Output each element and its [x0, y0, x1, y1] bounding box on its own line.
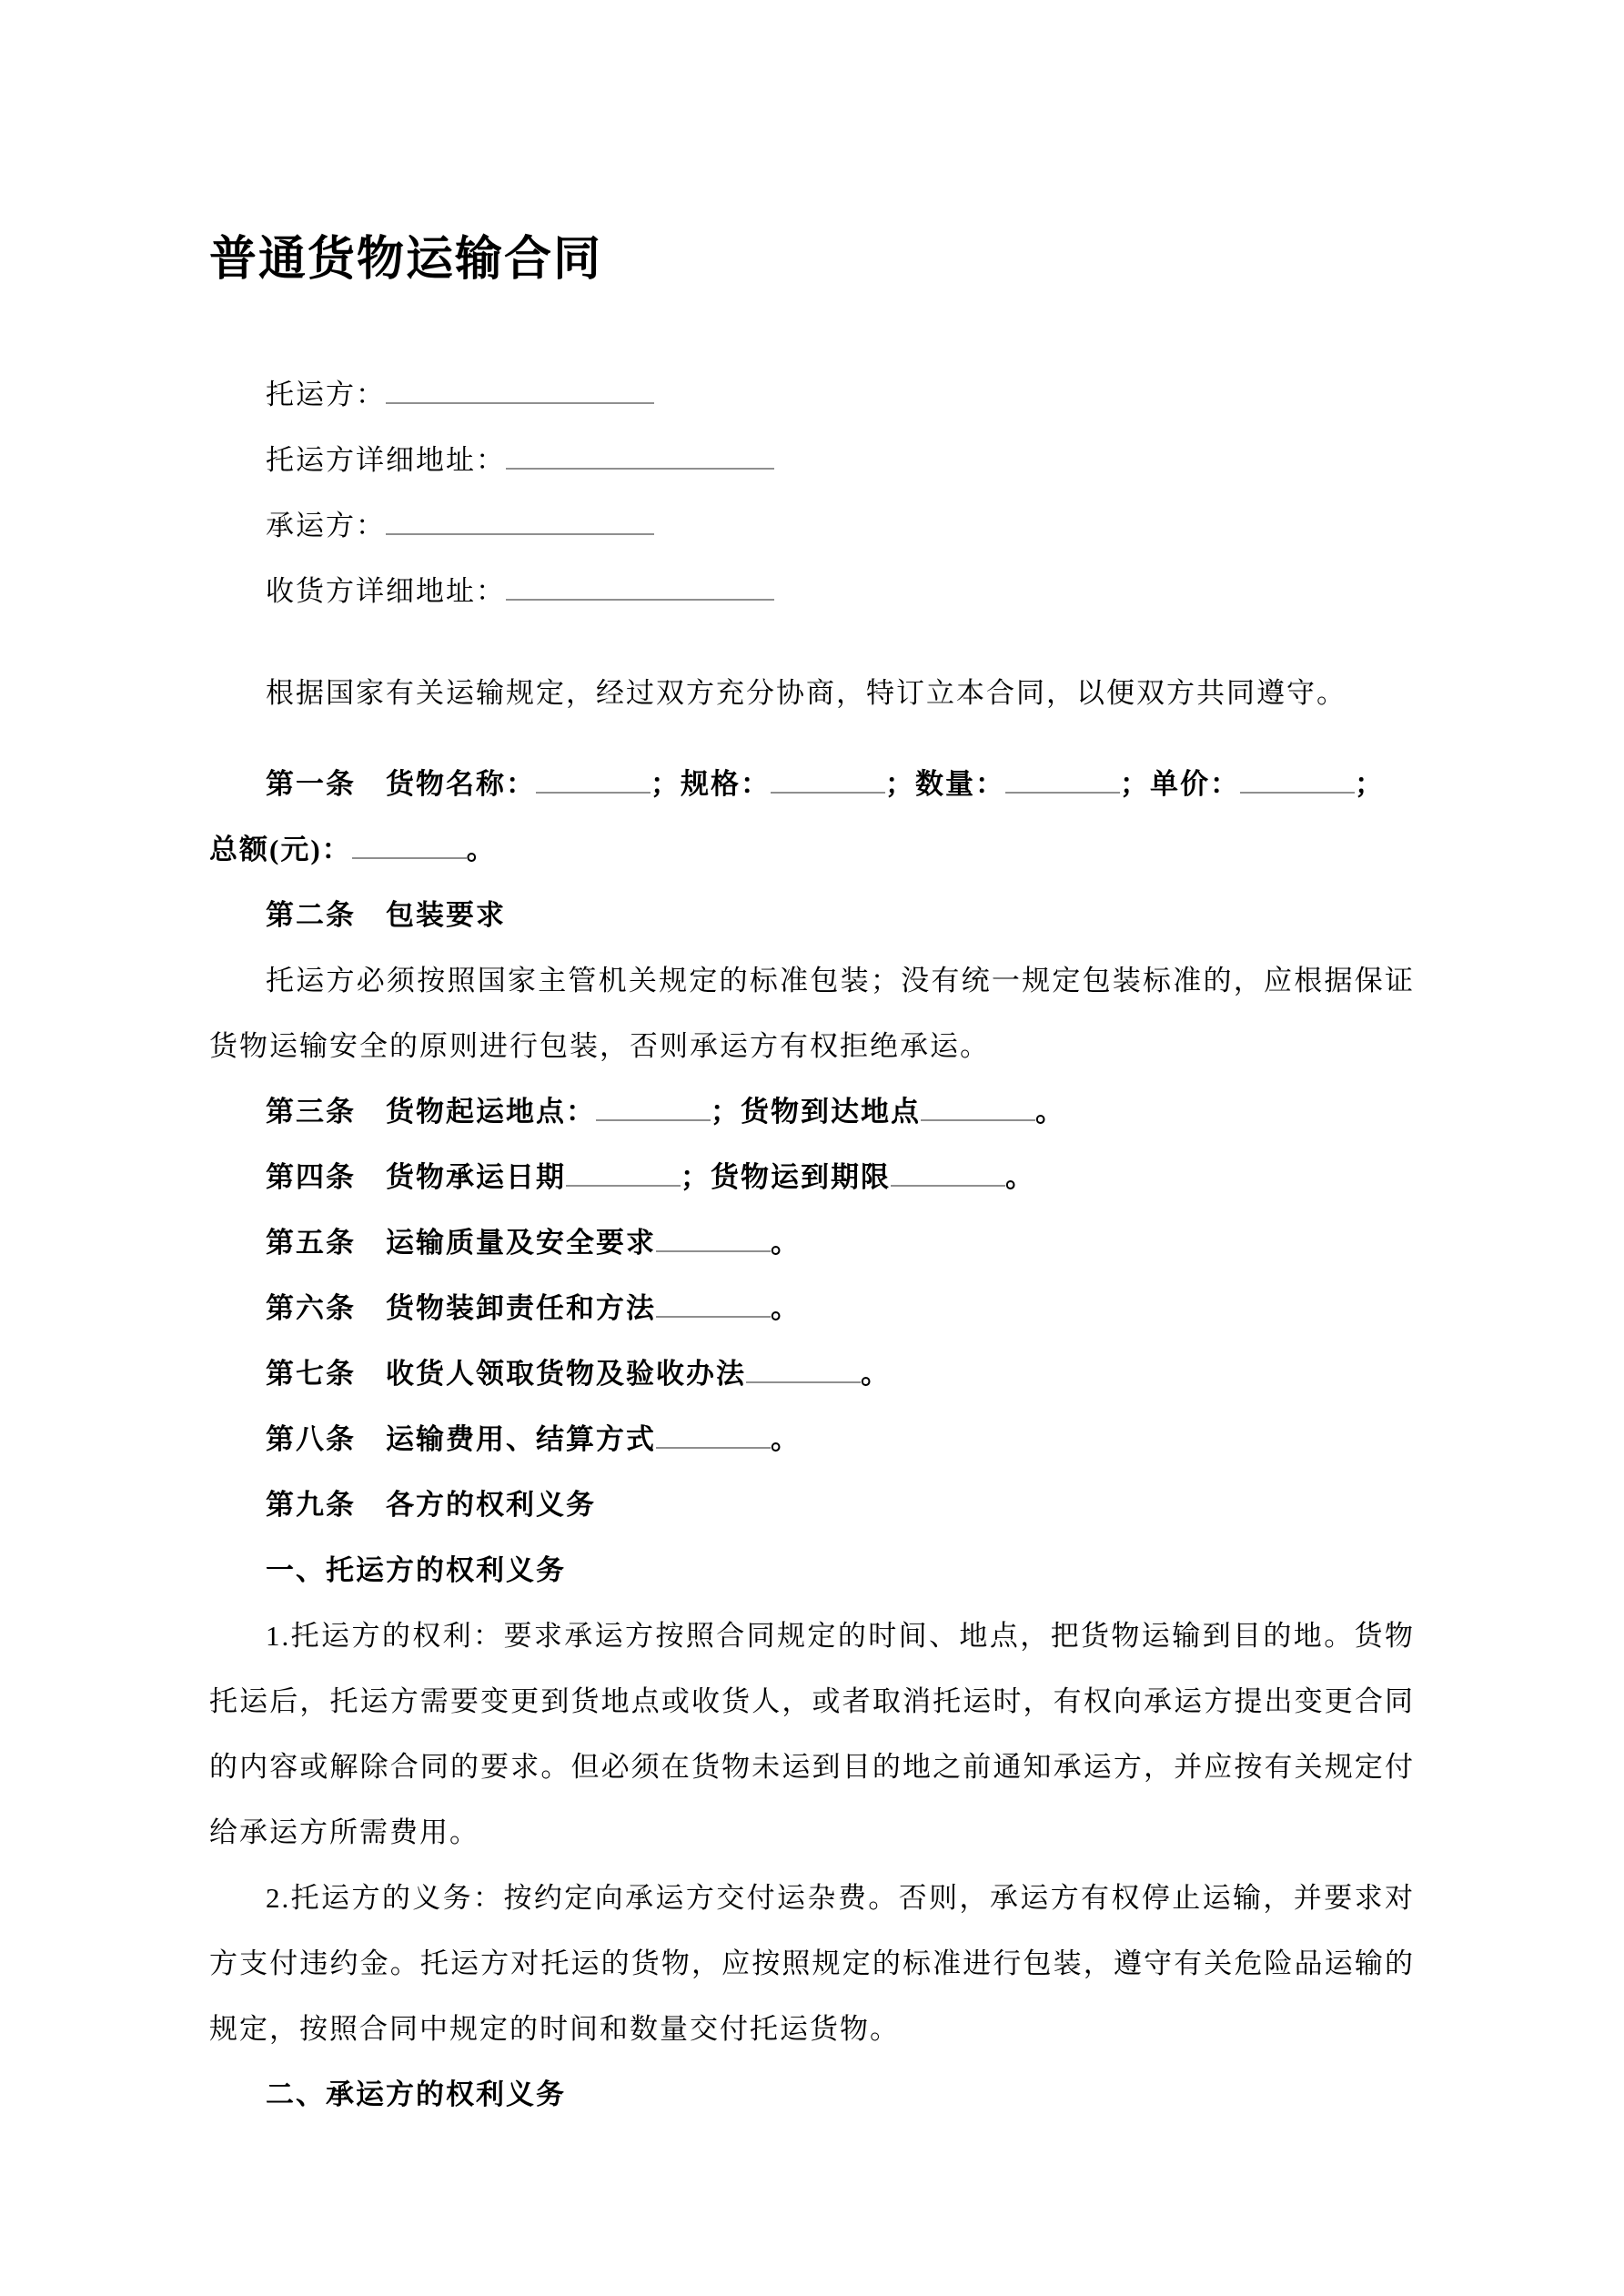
field-line-shipper	[209, 362, 1415, 428]
text-run: ；单价：	[1120, 768, 1240, 800]
blank-field	[1240, 764, 1355, 794]
field-line-carrier	[209, 493, 1415, 559]
blank-field	[771, 764, 885, 794]
text-run: 。	[771, 1292, 801, 1324]
blank-field	[656, 1420, 771, 1449]
text-run: 第一条 货物名称：	[266, 768, 536, 800]
document-title: 普通货物运输合同	[209, 233, 603, 286]
text-run: 第三条 货物起运地点：	[266, 1096, 596, 1128]
field-line-shipper-address	[209, 428, 1415, 493]
text-run: 第八条 运输费用、结算方式	[266, 1423, 656, 1455]
clause-9-line	[209, 1472, 1415, 1538]
section-1-heading	[209, 1538, 1415, 1603]
text-run: 。	[1005, 1161, 1035, 1193]
text-run: ；数量：	[885, 768, 1005, 800]
text-run: 第七条 收货人领取货物及验收办法	[266, 1358, 746, 1390]
blank-field	[656, 1289, 771, 1318]
text-run: 。	[861, 1358, 891, 1390]
text-run: ；	[1355, 768, 1385, 800]
blank-field	[746, 1354, 861, 1383]
blank-field	[506, 571, 774, 601]
text-run: 2.托运方的义务：按约定向承运方交付运杂费。否则，承运方有权停止运输，并要求对方支付违约金。托运方对托运的货物，应按照规定的标准进行包装，遵守有关危险品运输的规定，按照合同中规定的时间和数量交付托运货物。	[209, 1882, 1415, 2045]
blank-field	[596, 1092, 711, 1121]
text-run: 1.托运方的权利：要求承运方按照合同规定的时间、地点，把货物运输到目的地。货物托运后，托运方需要变更到货地点或收货人，或者取消托运时，有权向承运方提出变更合同的内容或解除合同的要求。但必须在货物未运到目的地之前通知承运方，并应按有关规定付给承运方所需费用。	[209, 1620, 1415, 1848]
text-run: 。	[771, 1227, 801, 1259]
clause-7-line	[209, 1341, 1415, 1407]
text-run: 一、托运方的权利义务	[266, 1554, 566, 1586]
clause-3-line	[209, 1079, 1415, 1145]
blank-field	[352, 830, 467, 859]
text-run: 承运方：	[266, 510, 386, 541]
clause-1-total-line	[209, 817, 1415, 883]
blank-field	[506, 440, 774, 470]
clause-6-line	[209, 1276, 1415, 1341]
paragraph-shipper-rights	[209, 1603, 1415, 1866]
text-run: ；货物运到期限	[681, 1161, 891, 1193]
text-run: 。	[466, 834, 497, 865]
blank-field	[386, 375, 654, 404]
clause-1-line	[209, 752, 1415, 817]
clause-4-line	[209, 1145, 1415, 1210]
blank-field	[1005, 764, 1120, 794]
field-line-receiver-address	[209, 559, 1415, 624]
clause-8-line	[209, 1407, 1415, 1472]
blank-field	[921, 1092, 1035, 1121]
text-run: 第五条 运输质量及安全要求	[266, 1227, 656, 1259]
text-run: 第九条 各方的权利义务	[266, 1489, 596, 1521]
text-run: 二、承运方的权利义务	[266, 2079, 566, 2110]
blank-field	[656, 1223, 771, 1252]
text-run: 托运方：	[266, 379, 386, 410]
text-run: 根据国家有关运输规定，经过双方充分协商，特订立本合同，以便双方共同遵守。	[266, 677, 1347, 709]
text-run: 第二条 包装要求	[266, 899, 506, 931]
text-run: 收货方详细地址：	[266, 575, 506, 607]
intro-paragraph	[209, 661, 1415, 726]
clause-5-line	[209, 1210, 1415, 1276]
blank-field	[386, 506, 654, 535]
blank-field	[566, 1158, 681, 1187]
text-run: 托运方详细地址：	[266, 444, 506, 476]
text-run: 托运方必须按照国家主管机关规定的标准包装；没有统一规定包装标准的，应根据保证货物运输安全的原则进行包装，否则承运方有权拒绝承运。	[209, 965, 1415, 1062]
paragraph-shipper-obligations	[209, 1866, 1415, 2062]
text-run: 总额(元)：	[209, 834, 352, 865]
text-run: ；规格：	[651, 768, 771, 800]
blank-field	[891, 1158, 1005, 1187]
text-run: 。	[771, 1423, 801, 1455]
section-2-heading	[209, 2062, 1415, 2128]
document-body	[209, 362, 1415, 2128]
text-run: ；货物到达地点	[711, 1096, 921, 1128]
text-run: 第四条 货物承运日期	[266, 1161, 566, 1193]
text-run: 第六条 货物装卸责任和方法	[266, 1292, 656, 1324]
text-run: 。	[1035, 1096, 1065, 1128]
clause-2-line	[209, 883, 1415, 948]
blank-field	[536, 764, 651, 794]
clause-2-paragraph	[209, 948, 1415, 1079]
